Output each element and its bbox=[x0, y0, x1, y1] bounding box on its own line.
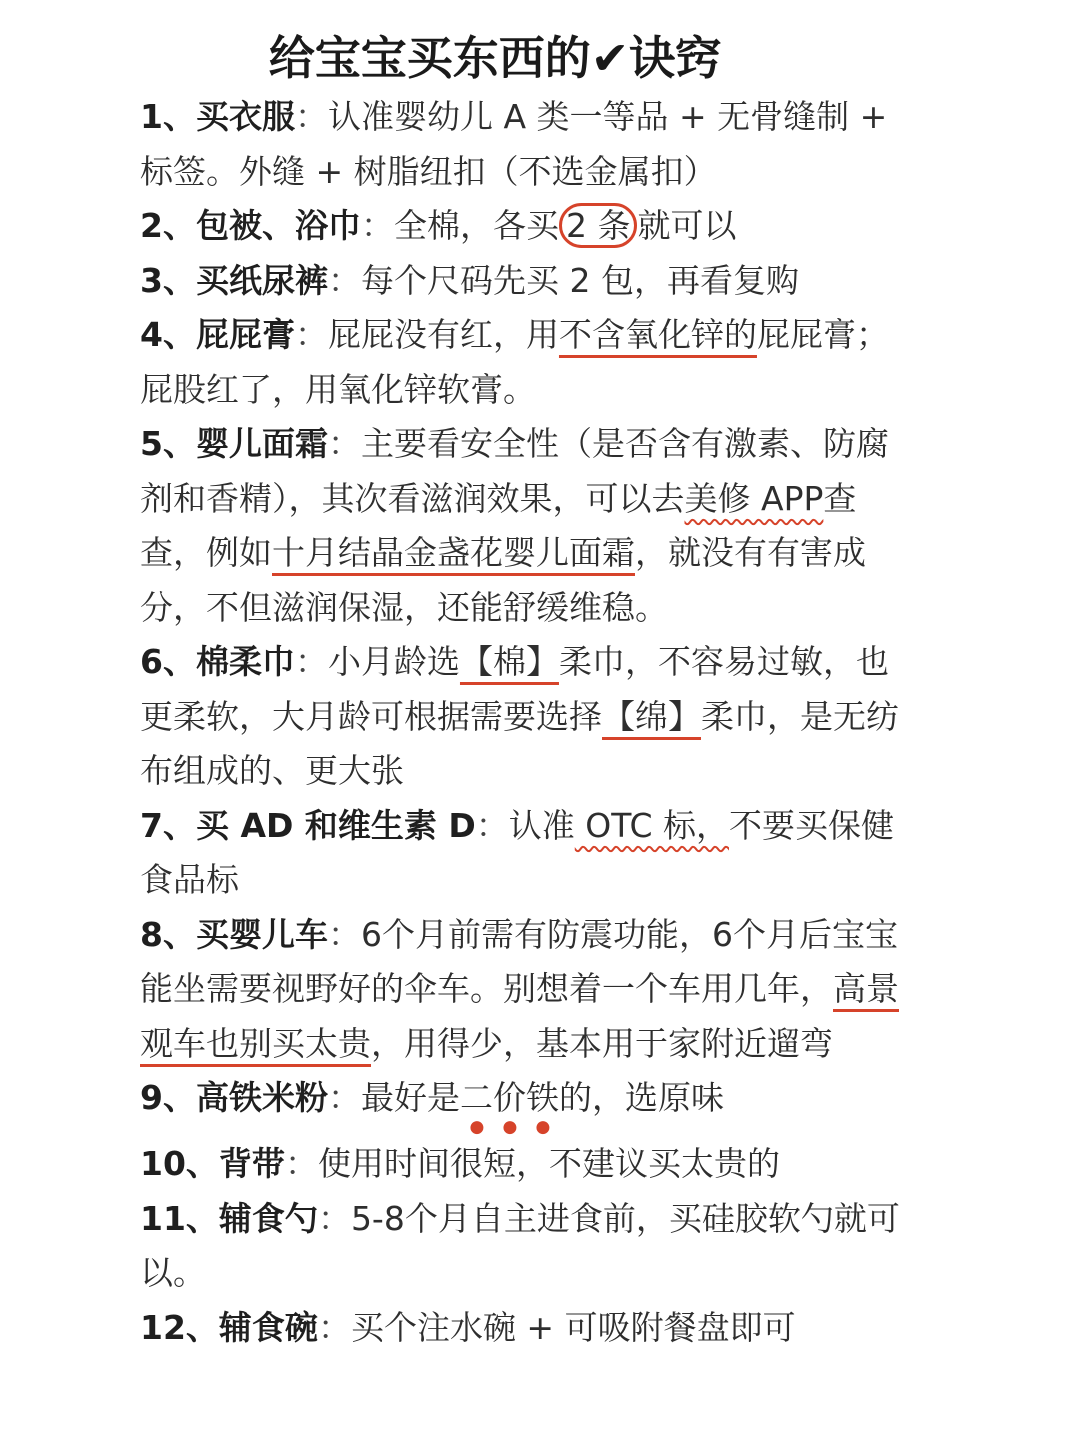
tip-text: 不要买保健食品标 bbox=[140, 805, 894, 899]
tip-item bbox=[140, 799, 900, 908]
tip-text: 认准 bbox=[508, 805, 575, 845]
tip-text: 就可以 bbox=[637, 206, 737, 245]
tip-item bbox=[140, 199, 900, 254]
tip-text: ，就没有有害成分，不但滋润保湿，还能舒缓维稳。 bbox=[140, 533, 866, 627]
tip-item bbox=[140, 1301, 900, 1356]
tip-text: 屁屁膏；屁股红了，用氧化锌软膏。 bbox=[140, 315, 889, 409]
tip-separator: ： bbox=[327, 914, 361, 954]
tip-text: 认准婴幼儿 A 类一等品 + 无骨缝制 + 标签。外缝 + 树脂纽扣（不选金属扣） bbox=[140, 97, 888, 191]
tip-label: 4、屁屁膏 bbox=[140, 315, 295, 354]
tip-text: 最好是 bbox=[360, 1078, 460, 1117]
tip-text: 的，选原味 bbox=[558, 1078, 724, 1117]
tip-label: 9、高铁米粉 bbox=[140, 1078, 328, 1117]
tip-item bbox=[140, 417, 900, 635]
tip-item bbox=[140, 308, 900, 417]
tip-separator: ： bbox=[327, 1078, 361, 1117]
tip-text: 每个尺码先买 2 包，再看复购 bbox=[360, 260, 799, 300]
tip-text: 主要看安全性（是否含有激素、防腐剂和香精），其次看滋润效果，可以去 bbox=[140, 424, 889, 518]
checkmark-icon: ✔ bbox=[590, 31, 630, 85]
tip-label: 8、买婴儿车 bbox=[140, 914, 328, 954]
tips-list bbox=[140, 90, 900, 1355]
tip-text: 5-8个月自主进食前，买硅胶软勺就可以。 bbox=[140, 1198, 900, 1292]
tip-separator: ： bbox=[360, 206, 394, 245]
tip-item bbox=[140, 254, 900, 309]
highlighted-text: 二价铁 bbox=[459, 1078, 559, 1117]
highlighted-text: 【棉】 bbox=[459, 642, 559, 681]
tip-item bbox=[140, 1192, 900, 1301]
highlighted-text: 美修 APP bbox=[684, 478, 824, 518]
tip-item bbox=[140, 908, 900, 1072]
tip-separator: ： bbox=[475, 805, 509, 845]
tip-text: 查查，例如 bbox=[140, 478, 857, 572]
tip-separator: ： bbox=[294, 642, 328, 681]
tip-separator: ： bbox=[317, 1198, 351, 1238]
tip-item bbox=[140, 90, 900, 199]
page-title bbox=[0, 22, 990, 88]
tip-label: 2、包被、浴巾 bbox=[140, 206, 361, 245]
tip-item bbox=[140, 1137, 900, 1192]
tip-separator: ： bbox=[327, 424, 361, 463]
tip-separator: ： bbox=[294, 97, 328, 136]
tip-item bbox=[140, 1071, 900, 1137]
title-text: 给宝宝买东西的 bbox=[268, 31, 591, 85]
tip-text: 6个月前需有防震功能，6个月后宝宝能坐需要视野好的伞车。别想着一个车用几年， bbox=[140, 914, 898, 1008]
highlighted-text: 不含氧化锌的 bbox=[558, 315, 757, 354]
highlighted-text: 十月结晶金盏花婴儿面霜 bbox=[272, 533, 635, 572]
tip-label: 11、辅食勺 bbox=[140, 1198, 318, 1238]
tip-label: 3、买纸尿裤 bbox=[140, 260, 328, 300]
tip-label: 10、背带 bbox=[140, 1144, 285, 1183]
highlighted-text: 高景观车也别买太贵 bbox=[140, 969, 899, 1063]
tip-text: 买个注水碗 + 可吸附餐盘即可 bbox=[350, 1307, 796, 1347]
tip-text: 小月龄选 bbox=[327, 642, 460, 681]
tip-text: ，用得少，基本用于家附近遛弯 bbox=[371, 1023, 833, 1063]
tip-label: 6、棉柔巾 bbox=[140, 642, 295, 681]
tip-text: 柔巾，不容易过敏，也更柔软，大月龄可根据需要选择 bbox=[140, 642, 889, 736]
tip-item bbox=[140, 635, 900, 799]
tip-text: 使用时间很短，不建议买太贵的 bbox=[317, 1144, 780, 1183]
tip-text: 屁屁没有红，用 bbox=[327, 315, 559, 354]
tip-label: 5、婴儿面霜 bbox=[140, 424, 328, 463]
tip-separator: ： bbox=[284, 1144, 318, 1183]
tip-label: 12、辅食碗 bbox=[140, 1307, 318, 1347]
tip-separator: ： bbox=[327, 260, 361, 300]
tip-separator: ： bbox=[294, 315, 328, 354]
tip-text: 柔巾，是无纺布组成的、更大张 bbox=[140, 696, 899, 790]
tip-text: 全棉，各买 bbox=[393, 206, 559, 245]
tip-label: 7、买 AD 和维生素 D bbox=[140, 805, 476, 845]
title-suffix: 诀窍 bbox=[629, 31, 722, 85]
tip-separator: ： bbox=[317, 1307, 351, 1347]
tip-label: 1、买衣服 bbox=[140, 97, 295, 136]
highlighted-text: OTC 标， bbox=[574, 805, 729, 845]
highlighted-text: 2 条 bbox=[559, 203, 638, 248]
highlighted-text: 【绵】 bbox=[602, 696, 701, 736]
